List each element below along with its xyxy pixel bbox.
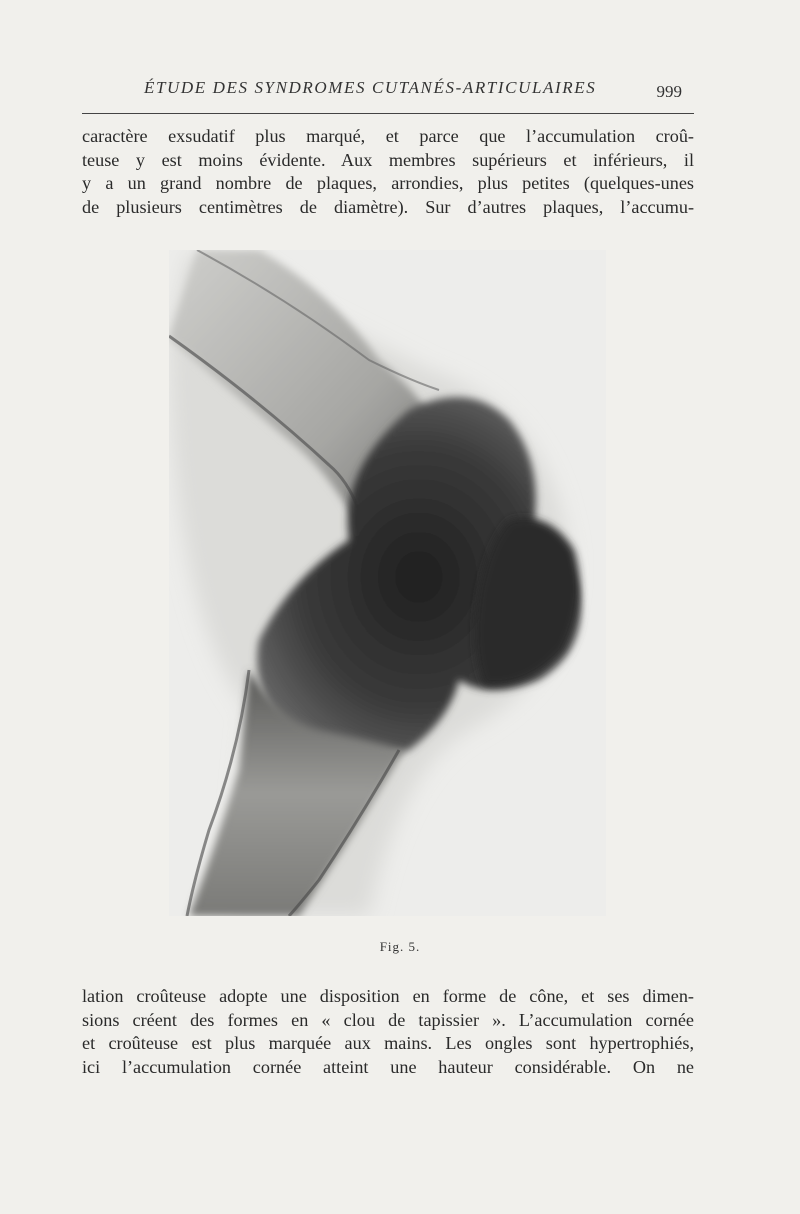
- text-line: de plusieurs centimètres de diamètre). Sur d’autres plaques, l’accumu-: [82, 196, 694, 217]
- text-line: y a un grand nombre de plaques, arrondies, plus petites (quelques-unes: [82, 173, 694, 193]
- text-line: caractère exsudatif plus marqué, et parce que l’accumulation croû-: [82, 126, 694, 146]
- text-line: teuse y est moins évidente. Aux membres supérieurs et inférieurs, il: [82, 149, 694, 170]
- paragraph-bottom: [82, 985, 694, 1079]
- knee-radiograph-image: [169, 250, 606, 916]
- paragraph-top: [82, 125, 694, 219]
- knee-radiograph-figure: [169, 250, 606, 916]
- running-title: ÉTUDE DES SYNDROMES CUTANÉS-ARTICULAIRES: [144, 78, 597, 97]
- figure-caption: Fig. 5.: [379, 939, 421, 954]
- text-line: sions créent des formes en « clou de tapissier ». L’accumulation cornée: [82, 1009, 694, 1030]
- text-line: et croûteuse est plus marquée aux mains. Les ongles sont hypertrophiés,: [82, 1033, 694, 1053]
- page-number: 999: [656, 82, 682, 101]
- running-header: [82, 78, 694, 104]
- text-line: ici l’accumulation cornée atteint une hauteur considérable. On ne: [82, 1056, 694, 1077]
- text-line: lation croûteuse adopte une disposition en forme de cône, et ses dimen-: [82, 986, 694, 1006]
- header-rule: [82, 113, 694, 114]
